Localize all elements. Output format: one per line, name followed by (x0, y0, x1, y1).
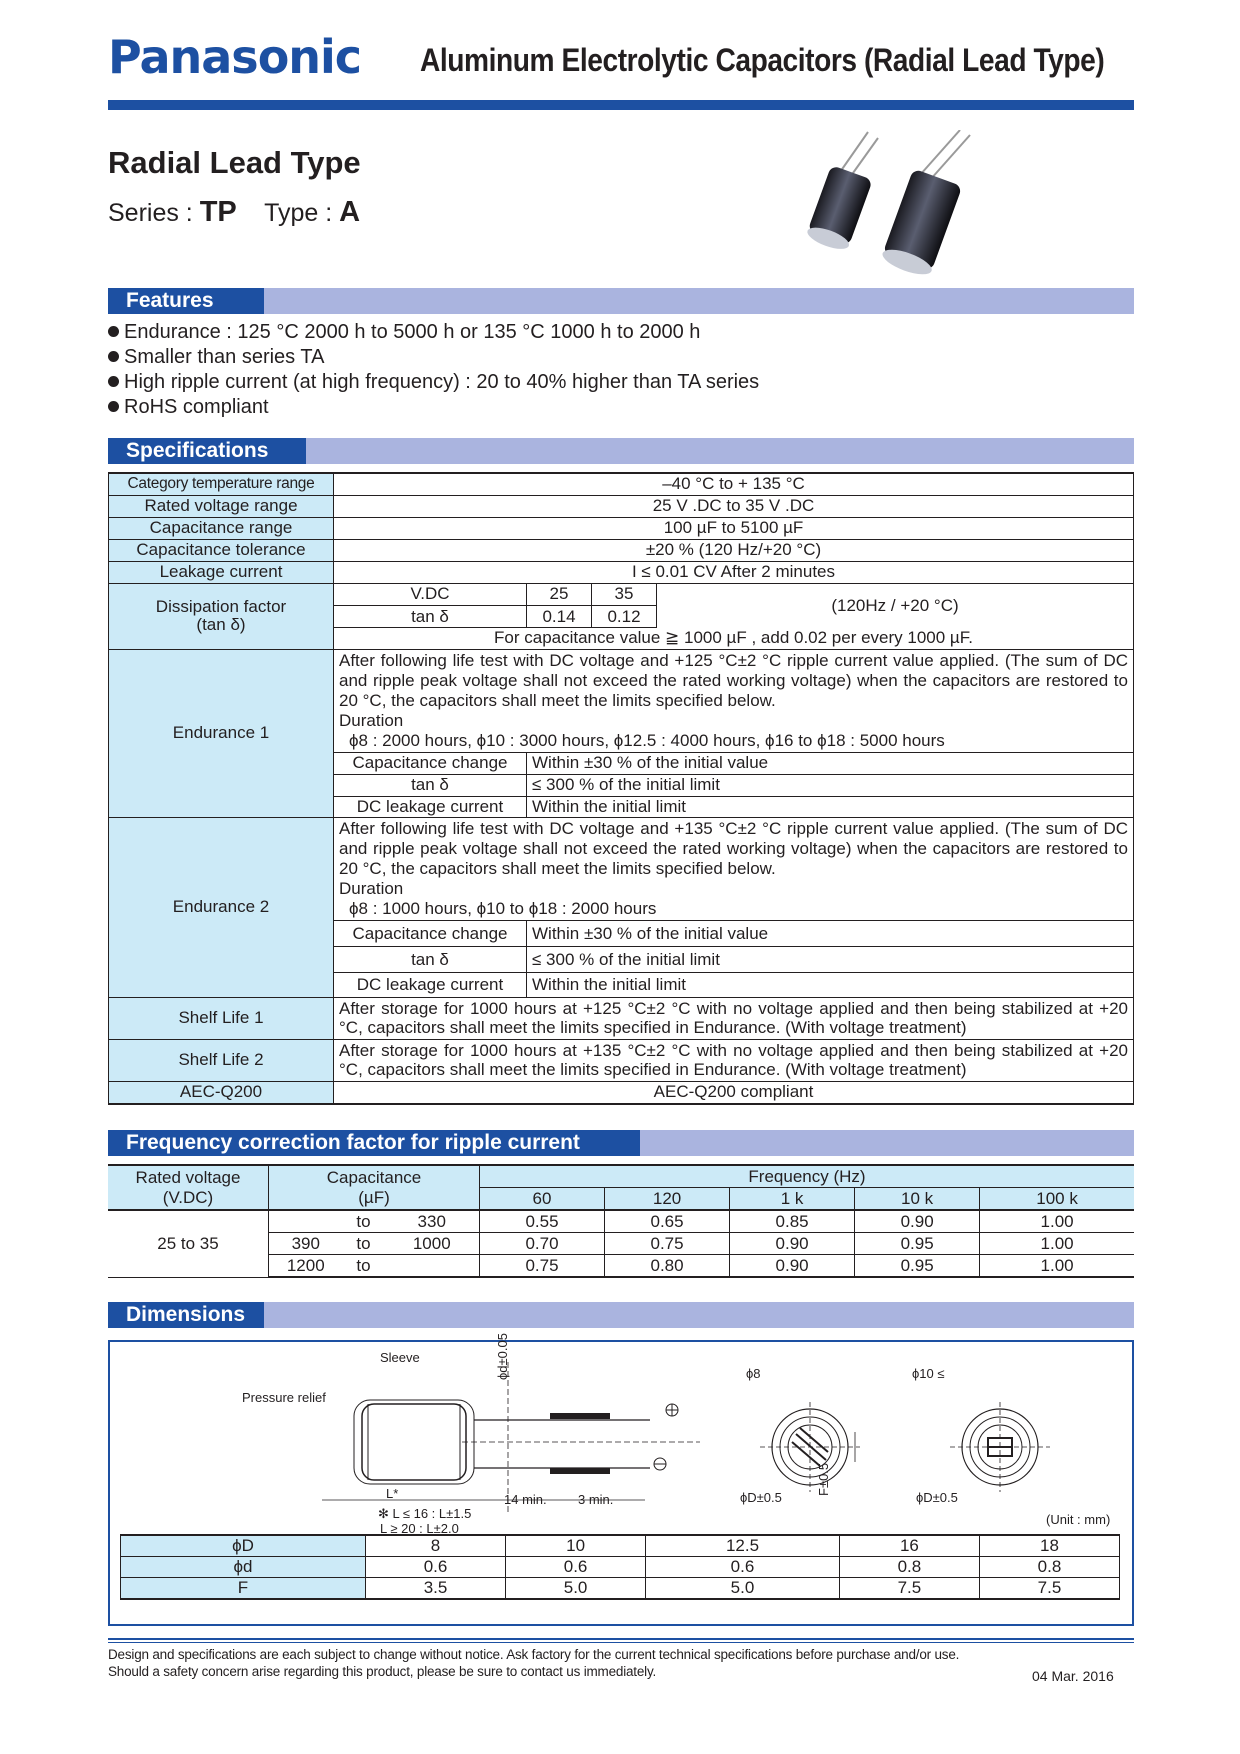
frequency-heading: Frequency correction factor for ripple current (108, 1130, 640, 1156)
lead-min3-label: 3 min. (578, 1492, 614, 1507)
dcl-value: Within the initial limit (532, 796, 686, 816)
factor-cell: 0.75 (480, 1255, 605, 1278)
table-row (109, 517, 1134, 539)
pressure-relief-label: Pressure relief (242, 1390, 326, 1405)
endurance1-body (334, 650, 1133, 753)
factor-cell: 0.95 (855, 1255, 980, 1278)
dim-cell: 0.6 (646, 1557, 840, 1578)
tan-25: 0.14 (527, 606, 592, 628)
col-header: Frequency (Hz) (480, 1165, 1135, 1188)
header-rule (108, 100, 1134, 110)
dim-header: ϕd (121, 1557, 366, 1578)
body-diameter-label-2: ϕD±0.5 (916, 1490, 958, 1505)
header-text: (V.DC) (162, 1187, 214, 1207)
dim-header: ϕD (121, 1535, 366, 1557)
spec-value: 100 µF to 5100 µF (334, 517, 1134, 539)
dimensions-heading: Dimensions (108, 1302, 264, 1328)
phi10-label: ϕ10 ≤ (912, 1366, 945, 1381)
specifications-table (108, 472, 1134, 1105)
sleeve-label: Sleeve (380, 1350, 420, 1365)
features-section-band (108, 288, 1134, 314)
tan-label: tan δ (334, 606, 527, 628)
dim-cell: 0.8 (839, 1557, 979, 1578)
endurance2-inner-table (334, 818, 1133, 997)
voltage-cell: 25 to 35 (108, 1210, 269, 1277)
dim-cell: 5.0 (646, 1578, 840, 1600)
series-value: TP (199, 196, 237, 228)
factor-cell: 0.70 (480, 1233, 605, 1255)
dissipation-condition: (120Hz / +20 °C) (831, 595, 959, 615)
factor-cell: 0.95 (855, 1233, 980, 1255)
endurance1-cell (334, 649, 1134, 818)
dim-header: F (121, 1578, 366, 1600)
endurance2-text: After following life test with DC voltage and +135 °C±2 °C ripple current value applied. (The sum of DC and ripple peak voltage shall not exceed the rated working voltage) when the capacitors are restored to 20 °C, the capacitors shall meet the limits specified below. (339, 819, 1128, 878)
panasonic-logo: Panasonic (108, 30, 362, 84)
endurance2-body (334, 818, 1133, 921)
header-text: Rated voltage (135, 1167, 241, 1187)
cap-from (269, 1210, 343, 1233)
cap-change-label: Capacitance change (334, 752, 527, 774)
cap-change-value: Within ±30 % of the initial value (527, 921, 1134, 947)
table-row (108, 1165, 1134, 1188)
spec-value: After storage for 1000 hours at +135 °C±2 °C with no voltage applied and then being stabilized at +20 °C, capacitors shall meet the limits specified in Endurance. (With voltage treatment) (334, 1039, 1134, 1081)
lead-spacing-label: F±0.5 (816, 1462, 831, 1496)
cap-from: 1200 (269, 1255, 343, 1278)
length-label: L* (386, 1486, 399, 1501)
feature-text: Smaller than series TA (124, 346, 325, 368)
dissipation-inner-table (334, 584, 1133, 649)
dim-cell: 5.0 (506, 1578, 646, 1600)
table-row (109, 539, 1134, 561)
dim-cell: 7.5 (979, 1578, 1119, 1600)
table-row (108, 1210, 1134, 1233)
body-diameter-label: ϕD±0.5 (740, 1490, 782, 1505)
col-header (108, 1165, 269, 1210)
vdc-25: 25 (527, 584, 592, 606)
tan-value: ≤ 300 % of the initial limit (527, 947, 1134, 973)
factor-cell: 0.90 (730, 1233, 855, 1255)
length-note-1: ✻ L ≤ 16 : L±1.5 (378, 1506, 472, 1521)
cap-change-value: Within ±30 % of the initial value (527, 752, 1134, 774)
dim-cell: 16 (839, 1535, 979, 1557)
factor-cell: 0.75 (605, 1233, 730, 1255)
document-title: Aluminum Electrolytic Capacitors (Radial Lead Type) (420, 42, 1105, 78)
factor-cell: 1.00 (980, 1255, 1134, 1278)
freq-header: 60 (480, 1188, 605, 1211)
endurance2-duration: ϕ8 : 1000 hours, ϕ10 to ϕ18 : 2000 hours (349, 899, 657, 918)
cap-to: to (343, 1210, 385, 1233)
endurance2-cell (334, 818, 1134, 998)
footer-rule (108, 1638, 1134, 1640)
lead-min-label: 14 min. (504, 1492, 547, 1507)
lead-diameter-label: ϕd±0.05 (495, 1333, 510, 1380)
table-row (109, 473, 1134, 495)
endurance2-duration-label: Duration (339, 879, 404, 898)
dim-cell: 12.5 (646, 1535, 840, 1557)
factor-cell: 0.65 (605, 1210, 730, 1233)
factor-cell: 0.90 (730, 1255, 855, 1278)
specifications-section-band (108, 438, 1134, 464)
dissipation-note: For capacitance value ≧ 1000 µF , add 0.02 per every 1000 µF. (494, 628, 973, 648)
bullet-icon (108, 351, 119, 362)
table-row (109, 649, 1134, 818)
capacitor-body-outline (362, 1404, 466, 1480)
spec-label: AEC-Q200 (109, 1081, 334, 1104)
type-value: A (339, 196, 361, 228)
spec-value: ±20 % (120 Hz/+20 °C) (334, 539, 1134, 561)
dimensions-section-band (108, 1302, 1134, 1328)
footer-line: Design and specifications are each subject to change without notice. Ask factory for the current technical specifications before purchase and/or use. (108, 1647, 960, 1662)
spec-label: Endurance 1 (109, 649, 334, 818)
list-item (108, 345, 759, 370)
spec-value: –40 °C to + 135 °C (334, 473, 1134, 495)
endurance1-inner-table (334, 650, 1133, 818)
capacitor-photo (790, 130, 990, 290)
specifications-heading: Specifications (108, 438, 306, 464)
table-row (121, 1557, 1120, 1578)
frequency-section-band (108, 1130, 1134, 1156)
spec-label: Leakage current (109, 561, 334, 583)
unit-label: (Unit : mm) (1046, 1512, 1111, 1527)
bullet-icon (108, 326, 119, 337)
factor-cell: 0.55 (480, 1210, 605, 1233)
feature-text: Endurance : 125 °C 2000 h to 5000 h or 135 °C 1000 h to 2000 h (124, 321, 701, 343)
footer-notice (108, 1646, 959, 1680)
endurance1-duration: ϕ8 : 2000 hours, ϕ10 : 3000 hours, ϕ12.5 : 4000 hours, ϕ16 to ϕ18 : 5000 hours (349, 730, 945, 750)
footer-line: Should a safety concern arise regarding this product, please be sure to contact us immediately. (108, 1664, 657, 1679)
factor-cell: 0.90 (855, 1210, 980, 1233)
series-line (108, 196, 360, 229)
spec-value: I ≤ 0.01 CV After 2 minutes (334, 561, 1134, 583)
dim-cell: 0.6 (366, 1557, 506, 1578)
cap-from: 390 (269, 1233, 343, 1255)
tan-label: tan δ (334, 774, 527, 796)
frequency-table (108, 1164, 1134, 1278)
factor-cell: 0.85 (730, 1210, 855, 1233)
factor-cell: 1.00 (980, 1233, 1134, 1255)
length-note-2: L ≥ 20 : L±2.0 (380, 1521, 459, 1536)
freq-header: 120 (605, 1188, 730, 1211)
table-row (109, 583, 1134, 649)
dim-cell: 7.5 (839, 1578, 979, 1600)
list-item (108, 320, 759, 345)
header-text: (µF) (358, 1187, 390, 1207)
dim-cell: 18 (979, 1535, 1119, 1557)
type-label: Type : (264, 199, 333, 227)
spec-label: Endurance 2 (109, 818, 334, 998)
dcl-label: DC leakage current (334, 973, 527, 997)
endurance1-duration-label: Duration (339, 710, 404, 730)
header-text: Capacitance (326, 1167, 422, 1187)
table-row (109, 495, 1134, 517)
cap-upper: 330 (384, 1210, 479, 1233)
spec-value: After storage for 1000 hours at +125 °C±2 °C with no voltage applied and then being stabilized at +20 °C, capacitors shall meet the limits specified in Endurance. (With voltage treatment) (334, 997, 1134, 1039)
dim-cell: 3.5 (366, 1578, 506, 1600)
spec-label: Shelf Life 2 (109, 1039, 334, 1081)
spec-value: 25 V .DC to 35 V .DC (334, 495, 1134, 517)
list-item (108, 370, 759, 395)
dissipation-cell (334, 583, 1134, 649)
freq-header: 1 k (730, 1188, 855, 1211)
spec-label: Rated voltage range (109, 495, 334, 517)
table-row (109, 561, 1134, 583)
phi8-label: ϕ8 (746, 1366, 761, 1381)
spec-label: Capacitance tolerance (109, 539, 334, 561)
spec-label: Category temperature range (109, 473, 334, 495)
freq-header: 100 k (980, 1188, 1134, 1211)
features-heading: Features (108, 288, 264, 314)
dissipation-sublabel: (tan δ) (196, 615, 246, 634)
cap-change-label: Capacitance change (334, 921, 527, 947)
table-row (109, 818, 1134, 998)
features-list (108, 320, 759, 420)
table-row (121, 1578, 1120, 1600)
tan-35: 0.12 (592, 606, 657, 628)
col-header (269, 1165, 480, 1210)
factor-cell: 0.80 (605, 1255, 730, 1278)
factor-cell: 1.00 (980, 1210, 1134, 1233)
list-item (108, 395, 759, 420)
dcl-label: DC leakage current (334, 796, 527, 817)
cap-upper (384, 1255, 479, 1278)
cap-to: to (343, 1255, 385, 1278)
vdc-label: V.DC (334, 584, 527, 606)
spec-label: Shelf Life 1 (109, 997, 334, 1039)
tan-value: ≤ 300 % of the initial limit (527, 774, 1134, 796)
dim-cell: 0.6 (506, 1557, 646, 1578)
bullet-icon (108, 376, 119, 387)
cap-upper: 1000 (384, 1233, 479, 1255)
spec-value: AEC-Q200 compliant (334, 1081, 1134, 1104)
footer-rule-thin (108, 1642, 1134, 1643)
dimensions-table (120, 1534, 1120, 1600)
table-row (121, 1535, 1120, 1557)
dim-cell: 10 (506, 1535, 646, 1557)
freq-header: 10 k (855, 1188, 980, 1211)
spec-label (109, 583, 334, 649)
cap-to: to (343, 1233, 385, 1255)
dcl-value: Within the initial limit (532, 974, 686, 994)
bullet-icon (108, 401, 119, 412)
footer-date: 04 Mar. 2016 (1032, 1668, 1114, 1684)
dim-cell: 0.8 (979, 1557, 1119, 1578)
dim-cell: 8 (366, 1535, 506, 1557)
dimension-drawing (110, 1342, 1130, 1532)
sleeve-outline (354, 1400, 474, 1484)
vdc-35: 35 (592, 584, 657, 606)
product-heading: Radial Lead Type (108, 145, 361, 180)
tan-label: tan δ (334, 947, 527, 973)
table-row (109, 1039, 1134, 1081)
series-label: Series : (108, 199, 193, 227)
endurance1-text: After following life test with DC voltage and +125 °C±2 °C ripple current value applied. (The sum of DC and ripple peak voltage shall not exceed the rated working voltage) when the capacitors are restored to 20 °C, the capacitors shall meet the limits specified below. (339, 650, 1128, 710)
dissipation-label: Dissipation factor (155, 597, 287, 616)
feature-text: High ripple current (at high frequency) : 20 to 40% higher than TA series (124, 371, 760, 393)
table-row (109, 1081, 1134, 1104)
feature-text: RoHS compliant (124, 396, 269, 418)
spec-label: Capacitance range (109, 517, 334, 539)
table-row (109, 997, 1134, 1039)
